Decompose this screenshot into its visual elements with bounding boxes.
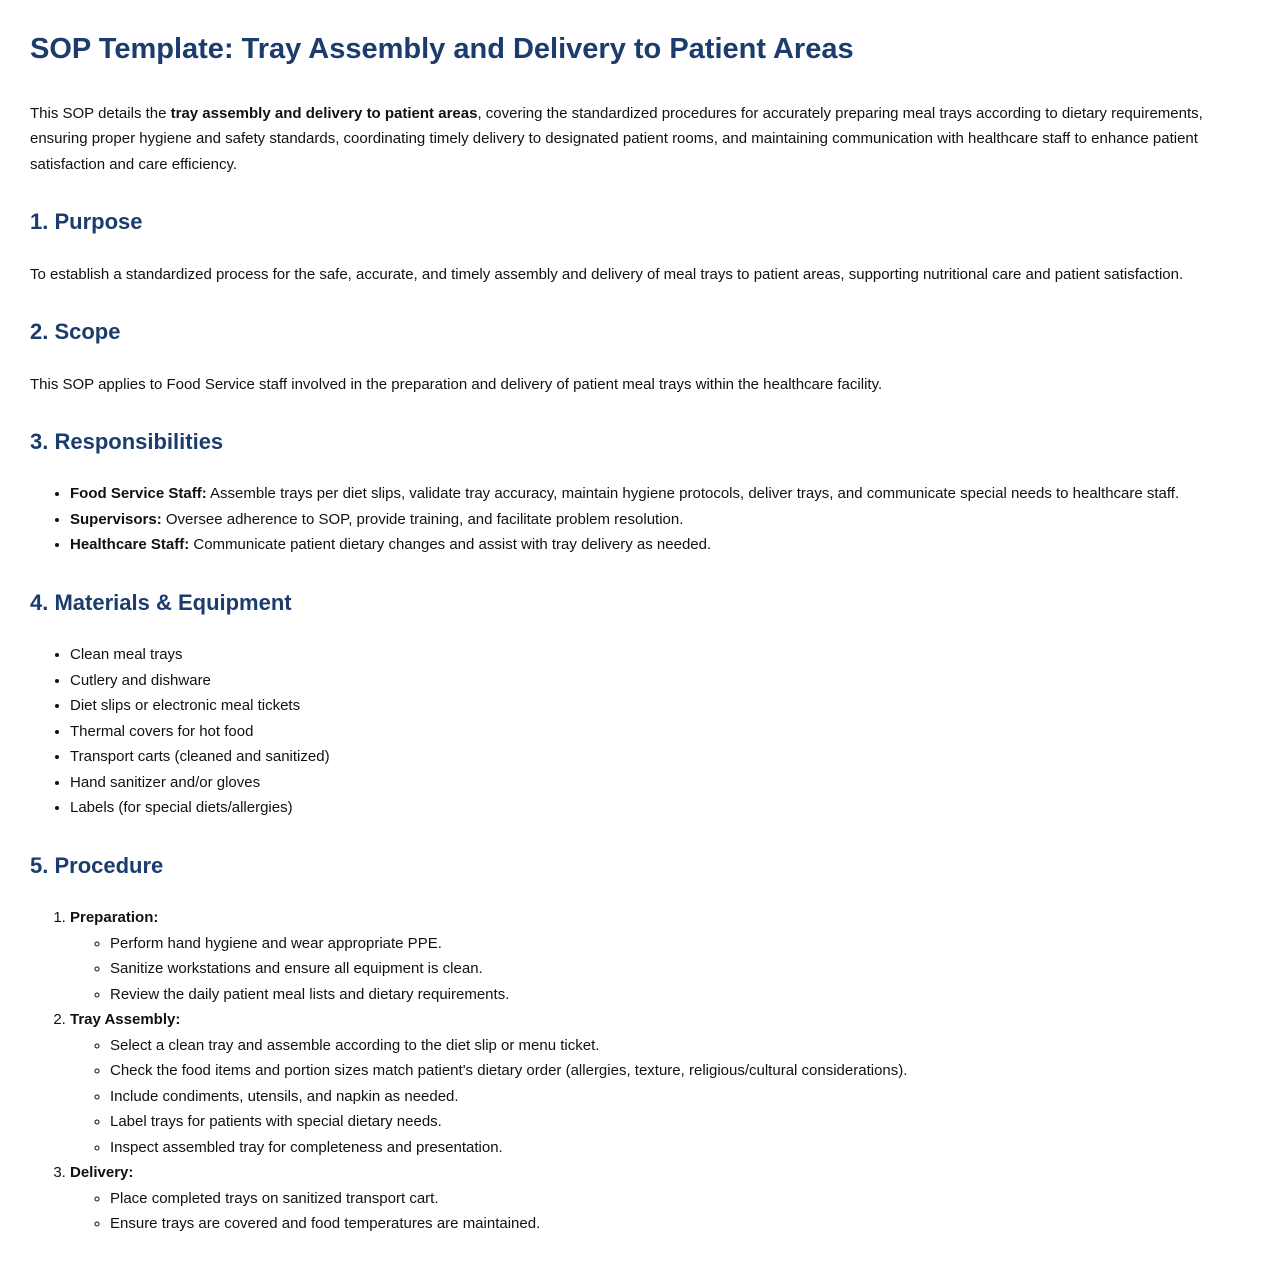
substep-item: ◦ Select a clean tray and assemble according to the diet slip or menu ticket. [110, 1033, 1233, 1059]
list-item-label: Delivery: [70, 1164, 134, 1182]
list-item: • Supervisors: Oversee adherence to SOP, provide training, and facilitate problem resolution. [70, 507, 1233, 533]
substep-list [70, 1186, 1233, 1237]
list-item: • Diet slips or electronic meal tickets [70, 693, 1233, 719]
intro-text-run: This SOP details the [30, 104, 171, 122]
intro-paragraph [30, 101, 1233, 178]
section-heading-scope: 2. Scope [30, 319, 121, 345]
list-item [70, 905, 1233, 1007]
section-scope [30, 319, 1233, 397]
list-item: • Thermal covers for hot food [70, 719, 1233, 745]
intro-text-run: , covering the standardized procedures for accurately preparing meal trays according to dietary requirements, ensuring proper hygiene and safety standards, coordinating timely delivery to designated patient rooms, and maintaining communication with healthcare staff to enhance patient satisfaction and care efficiency. [30, 104, 1203, 173]
section-purpose [30, 209, 1233, 287]
procedure-list [30, 905, 1233, 1237]
list-item-label: Preparation: [70, 909, 159, 927]
responsibilities-list [30, 481, 1233, 558]
list-item: • Labels (for special diets/allergies) [70, 795, 1233, 821]
list-item [70, 1160, 1233, 1237]
list-item [70, 1007, 1233, 1160]
substep-item: ◦ Ensure trays are covered and food temperatures are maintained. [110, 1211, 1233, 1237]
list-item-label: Tray Assembly: [70, 1011, 181, 1029]
list-item: • Clean meal trays [70, 642, 1233, 668]
substep-item: ◦ Review the daily patient meal lists and dietary requirements. [110, 982, 1233, 1008]
substep-item: ◦ Include condiments, utensils, and napkin as needed. [110, 1084, 1233, 1110]
intro-bold-phrase: tray assembly and delivery to patient areas [170, 104, 478, 122]
list-item: • Transport carts (cleaned and sanitized) [70, 744, 1233, 770]
substep-item: ◦ Perform hand hygiene and wear appropriate PPE. [110, 931, 1233, 957]
substep-list [70, 931, 1233, 1008]
section-heading-purpose: 1. Purpose [30, 209, 143, 235]
substep-item: ◦ Label trays for patients with special dietary needs. [110, 1109, 1233, 1135]
substep-item: ◦ Sanitize workstations and ensure all equipment is clean. [110, 956, 1233, 982]
materials-list [30, 642, 1233, 821]
list-item: • Hand sanitizer and/or gloves [70, 770, 1233, 796]
section-materials-equipment [30, 590, 1233, 821]
list-item-label: Healthcare Staff: [70, 536, 190, 554]
section-responsibilities [30, 429, 1233, 558]
section-heading-responsibilities: 3. Responsibilities [30, 429, 224, 455]
substep-item: ◦ Check the food items and portion sizes match patient's dietary order (allergies, texture, religious/cultural considerations). [110, 1058, 1233, 1084]
section-procedure [30, 853, 1233, 1237]
list-item: • Healthcare Staff: Communicate patient dietary changes and assist with tray delivery as needed. [70, 532, 1233, 558]
page-title: SOP Template: Tray Assembly and Delivery to Patient Areas [30, 33, 854, 65]
substep-item: ◦ Place completed trays on sanitized transport cart. [110, 1186, 1233, 1212]
section-heading-procedure: 5. Procedure [30, 852, 164, 878]
substep-item: ◦ Inspect assembled tray for completeness and presentation. [110, 1135, 1233, 1161]
section-heading-materials-equipment: 4. Materials & Equipment [30, 589, 292, 615]
purpose-text: To establish a standardized process for the safe, accurate, and timely assembly and delivery of meal trays to patient areas, supporting nutritional care and patient satisfaction. [30, 265, 1184, 283]
substep-list [70, 1033, 1233, 1161]
scope-text: This SOP applies to Food Service staff involved in the preparation and delivery of patient meal trays within the healthcare facility. [30, 375, 883, 393]
list-item: • Food Service Staff: Assemble trays per diet slips, validate tray accuracy, maintain hygiene protocols, deliver trays, and communicate special needs to healthcare staff. [70, 481, 1233, 507]
list-item-label: Supervisors: [70, 510, 162, 528]
list-item-label: Food Service Staff: [70, 485, 207, 503]
list-item: • Cutlery and dishware [70, 668, 1233, 694]
